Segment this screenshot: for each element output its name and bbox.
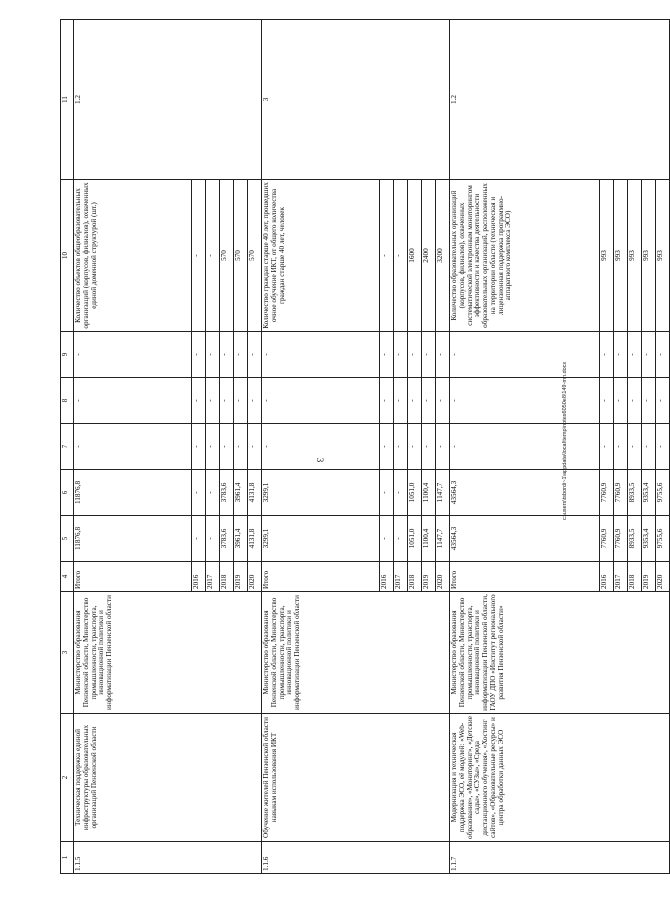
total-label: Итого	[450, 562, 600, 592]
year-cell: 2019	[234, 562, 248, 592]
total-value: -	[262, 424, 380, 470]
year-value: -	[436, 424, 450, 470]
year-value: -	[656, 378, 670, 424]
indicator-value: 993	[600, 180, 614, 332]
indicator-value: 993	[656, 180, 670, 332]
year-value: -	[234, 424, 248, 470]
year-cell: 2020	[436, 562, 450, 592]
indicator-value: 570	[248, 180, 262, 332]
year-value: -	[408, 424, 422, 470]
year-value: -	[642, 424, 656, 470]
table-row	[450, 20, 600, 874]
year-value: -	[436, 378, 450, 424]
total-value: 11876,8	[74, 516, 192, 562]
table-row	[74, 20, 192, 874]
total-label: Итого	[74, 562, 192, 592]
year-value: 3783,6	[220, 470, 234, 516]
year-cell: 2019	[642, 562, 656, 592]
year-value: 1147,7	[436, 516, 450, 562]
year-value: -	[394, 424, 408, 470]
year-value: -	[394, 332, 408, 378]
row-name: Техническая поддержка единой инфраструктуры образовательных организаций Пензенской области	[74, 714, 262, 842]
year-value: -	[628, 378, 642, 424]
row-name: Обучение жителей Пензенской области навыкам использования ИКТ	[262, 714, 450, 842]
rotated-table-container	[60, 20, 664, 874]
year-cell: 2017	[614, 562, 628, 592]
total-value: 3299,1	[262, 470, 380, 516]
year-value: -	[422, 424, 436, 470]
year-cell: 2016	[380, 562, 394, 592]
year-value: 9353,4	[642, 516, 656, 562]
year-value: 9755,6	[656, 516, 670, 562]
total-value: -	[262, 378, 380, 424]
indicator-name: Количество граждан старше 40 лет, прошедших очное обучение ИКТ, от общего количества граждан старше 40 лет, человек	[262, 180, 380, 332]
year-value: -	[206, 378, 220, 424]
header-cell: 5	[61, 516, 74, 562]
year-value: -	[422, 378, 436, 424]
year-cell: 2017	[206, 562, 220, 592]
year-value: -	[394, 470, 408, 516]
year-value: -	[206, 424, 220, 470]
year-cell: 2016	[600, 562, 614, 592]
header-row	[61, 20, 74, 874]
indicator-value: -	[206, 180, 220, 332]
year-value: -	[422, 332, 436, 378]
year-value: 4131,8	[248, 516, 262, 562]
year-value: -	[206, 470, 220, 516]
header-cell: 7	[61, 424, 74, 470]
year-value: -	[248, 332, 262, 378]
indicator-value: -	[394, 180, 408, 332]
indicator-value: 570	[220, 180, 234, 332]
header-cell: 1	[61, 842, 74, 874]
header-cell: 2	[61, 714, 74, 842]
year-value: -	[614, 424, 628, 470]
year-value: -	[628, 332, 642, 378]
year-value: 7760,9	[600, 470, 614, 516]
year-value: -	[380, 424, 394, 470]
total-value: -	[262, 332, 380, 378]
year-value: -	[600, 424, 614, 470]
year-value: -	[206, 516, 220, 562]
year-value: -	[192, 470, 206, 516]
year-value: -	[220, 424, 234, 470]
year-value: -	[628, 424, 642, 470]
year-cell: 2018	[408, 562, 422, 592]
header-cell: 4	[61, 562, 74, 592]
year-cell: 2018	[628, 562, 642, 592]
year-value: 1051,0	[408, 470, 422, 516]
indicator-name: Количество объектов общеобразовательных организаций (корпусов, филиалов), охваченных единой доменной структурой (шт.)	[74, 180, 192, 332]
year-value: -	[192, 332, 206, 378]
year-value: -	[642, 332, 656, 378]
indicator-value: -	[192, 180, 206, 332]
indicator-value: 1600	[408, 180, 422, 332]
indicator-value: 2400	[422, 180, 436, 332]
year-value: 7760,9	[614, 516, 628, 562]
year-value: -	[220, 332, 234, 378]
year-value: -	[380, 332, 394, 378]
indicator-value: 993	[628, 180, 642, 332]
target-ref: 1.2	[74, 20, 262, 180]
indicator-value: 993	[642, 180, 656, 332]
page-number: 3	[315, 457, 325, 463]
total-value: -	[450, 332, 600, 378]
year-cell: 2020	[248, 562, 262, 592]
year-value: -	[394, 378, 408, 424]
total-value: -	[74, 424, 192, 470]
year-value: -	[192, 378, 206, 424]
year-value: -	[248, 424, 262, 470]
year-value: -	[380, 470, 394, 516]
year-value: -	[192, 424, 206, 470]
year-value: -	[192, 516, 206, 562]
year-value: 3783,6	[220, 516, 234, 562]
year-value: -	[614, 378, 628, 424]
year-value: 1100,4	[422, 516, 436, 562]
year-value: -	[600, 378, 614, 424]
row-executor: Министерство образования Пензенской области, Министерство промышленности, транспорта, инновационной политики и информатизации Пензенской области	[74, 592, 262, 714]
year-value: -	[248, 378, 262, 424]
header-cell: 10	[61, 180, 74, 332]
table-row	[262, 20, 380, 874]
header-cell: 9	[61, 332, 74, 378]
year-value: -	[394, 516, 408, 562]
header-cell: 8	[61, 378, 74, 424]
total-value: 11876,8	[74, 470, 192, 516]
row-code: 1.1.7	[450, 842, 670, 874]
indicator-value: 3200	[436, 180, 450, 332]
year-value: 9755,6	[656, 470, 670, 516]
year-value: 1051,0	[408, 516, 422, 562]
year-value: 7760,9	[600, 516, 614, 562]
total-label: Итого	[262, 562, 380, 592]
header-cell: 6	[61, 470, 74, 516]
total-value: -	[450, 424, 600, 470]
year-value: 3961,4	[234, 470, 248, 516]
year-value: -	[656, 332, 670, 378]
year-cell: 2019	[422, 562, 436, 592]
year-value: -	[234, 332, 248, 378]
year-value: 8933,5	[628, 470, 642, 516]
year-cell: 2020	[656, 562, 670, 592]
year-value: 3961,4	[234, 516, 248, 562]
row-code: 1.1.6	[262, 842, 450, 874]
year-value: -	[600, 332, 614, 378]
row-executor: Министерство образования Пензенской области, Министерство промышленности, транспорта, инновационной политики и информатизации Пензенской области	[262, 592, 450, 714]
year-value: -	[408, 332, 422, 378]
year-value: 7760,9	[614, 470, 628, 516]
header-cell: 3	[61, 592, 74, 714]
footer-path: c:\users\tsbordi~1\appdata\local\temp\notes6050e8\149-mn.docx	[562, 361, 568, 520]
indicator-value: -	[380, 180, 394, 332]
indicator-value: 570	[234, 180, 248, 332]
year-value: -	[642, 378, 656, 424]
year-value: -	[220, 378, 234, 424]
total-value: -	[74, 378, 192, 424]
year-cell: 2018	[220, 562, 234, 592]
program-table	[60, 19, 670, 874]
year-value: -	[234, 378, 248, 424]
year-cell: 2017	[394, 562, 408, 592]
year-value: -	[206, 332, 220, 378]
target-ref: 3	[262, 20, 450, 180]
total-value: 43564,3	[450, 516, 600, 562]
year-value: -	[436, 332, 450, 378]
year-value: -	[656, 424, 670, 470]
year-value: 9353,4	[642, 470, 656, 516]
year-value: -	[614, 332, 628, 378]
year-value: -	[408, 378, 422, 424]
total-value: 3299,1	[262, 516, 380, 562]
header-cell: 11	[61, 20, 74, 180]
year-value: 1100,4	[422, 470, 436, 516]
year-cell: 2016	[192, 562, 206, 592]
year-value: 8933,5	[628, 516, 642, 562]
target-ref: 1.2	[450, 20, 670, 180]
year-value: 1147,7	[436, 470, 450, 516]
total-value: -	[74, 332, 192, 378]
row-name: Модернизация и техническая поддержка ЭСО, её модулей: «Web-образование», «Мониторинг», «Детские сады», «СУЗы», «Среда дистанционного обучения», «Хостинг сайтов», «Образовательные ресурсы» и центра обработки данных ЭСО	[450, 714, 670, 842]
total-value: -	[450, 378, 600, 424]
indicator-name: Количество образовательных организаций (корпусов, филиалов), охваченных систематической электронным мониторингом эффективности и качества деятельности образовательных организаций, расположенных на территории области (техническая и лицензионная поддержка программно-аппаратного комплекса ЭСО)	[450, 180, 600, 332]
indicator-value: 993	[614, 180, 628, 332]
row-code: 1.1.5	[74, 842, 262, 874]
year-value: 4131,8	[248, 470, 262, 516]
total-value: 43564,3	[450, 470, 600, 516]
row-executor: Министерство образования Пензенской области, Министерство промышленности, транспорта, инновационной политики и информатизации Пензенской области, ГАОУ ДПО «Институт регионального развития Пензенской области»	[450, 592, 670, 714]
year-value: -	[380, 378, 394, 424]
year-value: -	[380, 516, 394, 562]
